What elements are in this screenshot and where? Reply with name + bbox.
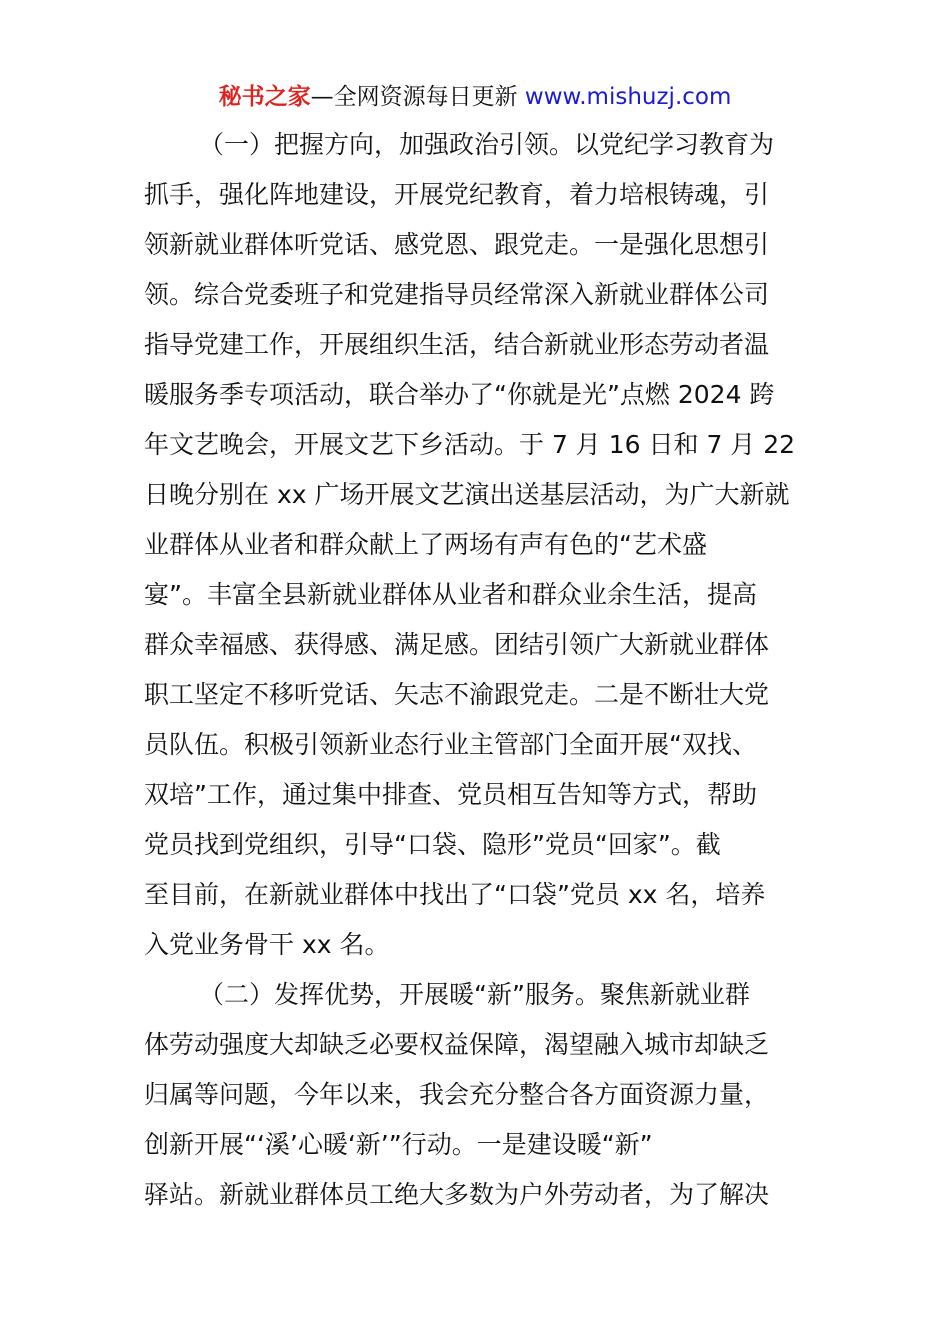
text-line: （一）把握方向，加强政治引领。以党纪学习教育为 [199, 130, 775, 159]
site-url-link[interactable]: www.mishuzj.com [524, 84, 732, 110]
text-line: 至目前，在新就业群体中找出了“口袋”党员 xx 名，培养 [144, 880, 766, 909]
text-line: 日晚分别在 xx 广场开展文艺演出送基层活动，为广大新就 [144, 480, 790, 509]
text-line: 员队伍。积极引领新业态行业主管部门全面开展“双找、 [144, 730, 757, 759]
text-line: 职工坚定不移听党话、矢志不渝跟党走。二是不断壮大党 [144, 680, 770, 709]
text-line: 领。综合党委班子和党建指导员经常深入新就业群体公司 [144, 280, 770, 309]
brand-name: 秘书之家 [218, 84, 311, 110]
text-line: 领新就业群体听党话、感党恩、跟党走。一是强化思想引 [144, 230, 770, 259]
text-line: 归属等问题，今年以来，我会充分整合各方面资源力量， [144, 1080, 770, 1109]
header-tagline: —全网资源每日更新 [310, 84, 525, 110]
text-line: 党员找到党组织，引导“口袋、隐形”党员“回家”。截 [144, 830, 721, 859]
text-line: 创新开展“‘溪’心暖‘新’”行动。一是建设暖“新” [144, 1130, 653, 1159]
text-line: （二）发挥优势，开展暖“新”服务。聚焦新就业群 [199, 980, 750, 1009]
text-line: 业群体从业者和群众献上了两场有声有色的“艺术盛 [144, 530, 707, 559]
text-line: 宴”。丰富全县新就业群体从业者和群众业余生活，提高 [144, 580, 757, 609]
text-line: 抓手，强化阵地建设，开展党纪教育，着力培根铸魂，引 [144, 180, 770, 209]
text-line: 入党业务骨干 xx 名。 [144, 930, 390, 959]
text-line: 体劳动强度大却缺乏必要权益保障，渴望融入城市却缺乏 [144, 1030, 770, 1059]
page-header [0, 80, 950, 114]
text-line: 指导党建工作，开展组织生活，结合新就业形态劳动者温 [144, 330, 770, 359]
text-line: 群众幸福感、获得感、满足感。团结引领广大新就业群体 [144, 630, 770, 659]
document-body [144, 120, 814, 1220]
text-line: 双培”工作，通过集中排查、党员相互告知等方式，帮助 [144, 780, 757, 809]
text-line: 驿站。新就业群体员工绝大多数为户外劳动者，为了解决 [144, 1180, 770, 1209]
text-line: 年文艺晚会，开展文艺下乡活动。于 7 月 16 日和 7 月 22 [144, 430, 796, 459]
text-line: 暖服务季专项活动，联合举办了“你就是光”点燃 2024 跨 [144, 380, 775, 409]
